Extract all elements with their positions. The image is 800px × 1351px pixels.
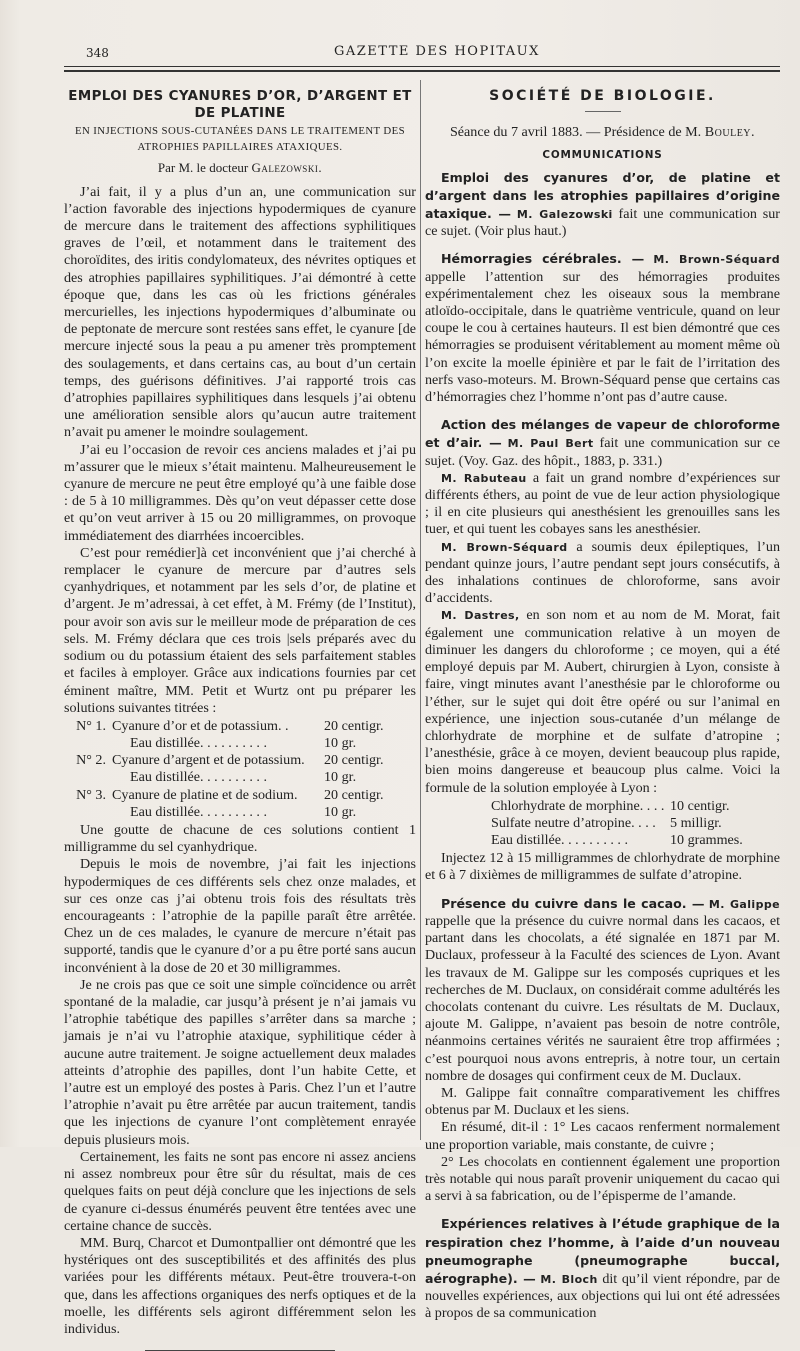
report-text: a fait un grand nombre d’expériences sur différents éthers, au point de vue de leur action physiologique ; il en cite plusieurs qui anesthésient les grenouilles sans les tuer, et qui tuent les cobayes sans les anesthésier. [425,469,780,538]
solution-number: N° 2. [76,752,106,769]
report-heading: Emploi des cyanures d’or, de platine et d’argent dans les atrophies papillaires d’origine ataxique. — [425,169,780,222]
report-paragraph [425,416,780,470]
report-heading: Action des mélanges de vapeur de chloroforme et d’air. — [425,417,780,451]
report-heading: Hémorragies cérébrales. — [441,251,645,267]
formula-row [425,832,780,849]
formula-table [425,798,780,850]
session-text: Séance du 7 avril 1883. — Présidence de M. [449,124,702,141]
journal-title: GAZETTE DES HOPITAUX [334,44,540,59]
paragraph: Je ne crois pas que ce soit une simple coïncidence ou arrêt spontané de la maladie, car jusqu’à présent je n’ai jamais vu l’atrophie tabétique des papilles s’arrêter dans sa marche ; jamais je n’ai vu l’atrophie ataxique, syphilitique céder à aucune autre traitement. Je soigne actuellement deux malades atteints d’atrophie des papilles, dont l’un habite Cette, et l’autre est un employé des postes à Paris. Chez l’un et l’autre l’atrophie n’avait pu être arrêtée par aucun traitement, tandis que les injections de cyanure l’ont complètement enrayée depuis plusieurs mois. [64,976,416,1148]
title-rule [585,111,621,112]
article-subtitle: EN INJECTIONS SOUS-CUTANÉES DANS LE TRAITEMENT DES ATROPHIES PAPILLAIRES ATAXIQUES. [74,125,406,154]
solution-dose: 10 gr. [324,769,357,786]
article-author [64,159,416,176]
speaker-name: M. Galippe [708,897,781,911]
report-text: a soumis deux épileptiques, l’un pendant quinze jours, l’autre pendant sept jours consécutifs, à des inhalations continues de chloroforme, sans avoir d’accidents. [425,538,780,607]
session-line [425,124,780,141]
solution-substance: Cyanure d’or et de potassium. . [112,717,289,734]
report-paragraph [425,539,780,608]
report-paragraph: 2° Les chocolats en contiennent également une proportion très notable qui nous paraît provenir uniquement du cacao qui a servi à sa fabrication, ou de l’épisperme de l’amande. [425,1153,780,1205]
formula-dose: 10 centigr. [670,797,730,814]
left-column [64,84,416,1337]
right-column [425,84,781,1322]
solution-dose: 10 gr. [324,735,357,752]
section-title: SOCIÉTÉ DE BIOLOGIE. [489,88,716,104]
report-text: fait une communication sur ce sujet. (Voir plus haut.) [425,206,780,240]
solution-row [64,804,416,821]
report-paragraph [425,1215,780,1322]
solution-number: N° 3. [76,786,106,803]
paragraph: C’est pour remédier]à cet inconvénient que j’ai cherché à remplacer le cyanure de mercure par d’autres sels cyanhydriques, et notamment par les sels d’or, de platine et d’argent. Je m’adressai, à cet effet, à M. Frémy (de l’Institut), pour avoir son avis sur le meilleur mode de préparation de ces sels. M. Frémy déclara que ces trois |sels préparés avec du sodium ou du potassium étaient des sels parfaitement stables et faciles à employer. Grâce aux indications fournies par cet éminent maître, MM. Petit et Wurtz ont pu préparer les solutions suivantes titrées : [64,544,416,716]
solution-substance: Eau distillée. . . . . . . . . . [130,735,268,752]
report-paragraph: M. Galippe fait connaître comparativement les chiffres obtenus par M. Duclaux et les siens. [425,1084,780,1119]
solution-number: N° 1. [76,717,106,734]
article-title: EMPLOI DES CYANURES D’OR, D’ARGENT ET DE PLATINE [68,89,412,122]
solution-row [64,769,416,786]
report-text: rappelle que la présence du cuivre normal dans les cacaos, et partant dans les chocolats, a été signalée en 1871 par M. Duclaux, professeur à la Faculté des sciences de Lyon. Avant les travaux de M. Galippe sur les composés cupriques et les recherches de M. Duclaux, on considérait comme adultérés les chocolats contenant du cuivre. Les résultats de M. Duclaux, ajoute M. Galippe, n’avaient pas besoin de notre contrôle, néanmoins certaines vérités ne sauraient être trop affirmées ; c’est pourquoi nous avons entrepris, à notre tour, un certain nombre de dosages qui confirment ceux de M. Duclaux. [425,912,780,1084]
speaker-name: M. Rabuteau [441,471,527,485]
paragraph: J’ai fait, il y a plus d’un an, une communication sur l’action favorable des injections hypodermiques de cyanure de mercure dans le traitement des affections syphilitiques graves de l’œil, et notamment dans le traitement des choroïdites, des iritis condylomateux, des névrites optiques et des atrophies papillaires syphilitiques. J’ai démontré à cette époque que, dans les cas où les frictions générales mercurielles, les injections hypodermiques d’albuminate ou de peptonate de mercure sont restées sans effet, le cyanure [de mercure injecté sous la peau a pu amener très promptement des soulagements, et dans certains cas, au bout d’un certain temps, des guérisons définitives. J’ai rapporté trois cas d’atrophies papillaires syphilitiques dans lesquels j’ai obtenu une amélioration sensible alors qu’aucun autre traitement n’avait pu amener le moindre soulagement. [64,183,416,441]
column-divider [420,80,421,1140]
page-number: 348 [86,46,109,60]
report-text: en son nom et au nom de M. Morat, fait également une communication relative à un moyen de diminuer les dangers du chloroforme ; ce moyen, qui a été employé depuis par M. Aubert, chirurgien à Lyon, consiste à faire, vingt minutes avant l’anesthésie par le chloroforme ou l’éther, sur le sujet qui doit être opéré ou sur l’animal en expérience, une injection sous-cutanée d’un mélange de chlorhydrate de morphine et de sulfate d’atropine ; l’anesthésie, grâce à ce moyen, devient beaucoup plus rapide, bien moins dangereuse et beaucoup plus calme. Voici la formule de la solution employée à Lyon : [425,607,780,796]
report-text: appelle l’attention sur des hémorragies produites expérimentalement chez les oiseaux sous la membrane atloïdo-occipitale, dans le quatrième ventricule, quand on leur coupe le cou à certaines hauteurs. Il est bien démontré que ces hémorragies se produisent véritablement au moment même où l’on excite la moelle épinière et par le fait de l’irritation des nerfs vaso-moteurs. M. Brown-Séquard pense que certains cas d’hémorragies chez l’homme n’ont pas d’autre cause. [425,268,780,406]
formula-dose: 10 grammes. [670,832,743,849]
report-paragraph: En résumé, dit-il : 1° Les cacaos renferment normalement une proportion variable, mais constante, de cuivre ; [425,1119,780,1153]
report-paragraph [425,895,780,1085]
speaker-name: M. Paul Bert [507,437,594,451]
solution-row [64,752,416,769]
formula-substance: Chlorhydrate de morphine. . . . [491,797,665,814]
speaker-name: M. Brown-Séquard [653,253,780,267]
solution-substance: Cyanure de platine et de sodium. [112,786,298,803]
formula-substance: Eau distillée. . . . . . . . . . [491,832,629,849]
solution-number [64,804,112,821]
formula-dose: 5 milligr. [670,814,722,831]
author-name: Galezowski. [251,160,323,176]
report-paragraph [425,607,780,796]
solution-row [64,718,416,735]
solution-substance: Eau distillée. . . . . . . . . . [130,803,268,820]
formula-row [425,815,780,832]
communications-heading: COMMUNICATIONS [542,149,663,162]
solution-substance: Eau distillée. . . . . . . . . . [130,769,268,786]
paragraph: J’ai eu l’occasion de revoir ces anciens malades et j’ai pu m’assurer que le mieux s’était maintenu. Malheureusement le cyanure de mercure ne peut être employé qu’à une faible dose : de 5 à 10 milligrammes. Dès qu’on veut dépasser cette dose et qu’on veut arriver à 15 ou 20 milligrammes, on provoque immédiatement des diarrhées incoercibles. [64,441,416,544]
formula-substance: Sulfate neutre d’atropine. . . . [491,814,656,831]
speaker-name: M. Dastres, [441,609,520,623]
paragraph: MM. Burq, Charcot et Dumontpallier ont démontré que les hystériques ont des susceptibilités et des affinités des plus variées pour les différents métaux. Peut-être trouvera-t-on que, dans les affections organiques des nerfs optiques et de la moelle, les différents sels agiront différemment selon les individus. [64,1234,416,1337]
author-prefix: Par M. le docteur [157,160,249,176]
solution-substance: Cyanure d’argent et de potassium. [112,752,305,769]
speaker-name: M. Brown-Séquard [441,540,568,554]
paragraph: Certainement, les faits ne sont pas encore ni assez anciens ni assez nombreux pour être sûr du résultat, mais de ces quelques faits on peut déjà conclure que les injections de sels de cyanure ci-dessus énumérés peuvent être tentées avec une certaine chance de succès. [64,1148,416,1234]
solution-number [64,769,112,786]
report-text: fait une communication sur ce sujet. (Voy. Gaz. des hôpit., 1883, p. 331.) [425,435,781,469]
report-heading: Expériences relatives à l’étude graphique de la respiration chez l’homme, à l’aide d’un nouveau pneumographe (pneumographe buccal, aérographe). — [425,1216,780,1286]
solution-number [64,735,112,752]
paragraph: Depuis le mois de novembre, j’ai fait les injections hypodermiques de ces différents sels chez onze malades, et sur ces onze cas j’ai obtenu trois fois des résultats très encourageants : l’atrophie de la papille paraît être arrêtée. Chez un de ces malades, le cyanure de mercure n’était pas supporté, tandis que le cyanure d’or a pu être porté sans aucun inconvénient à la dose de 20 et 30 milligrammes. [64,856,416,976]
spacer [425,240,780,250]
report-paragraph [425,250,780,406]
spacer [425,1205,780,1215]
header-rule [64,66,780,67]
paragraph: Une goutte de chacune de ces solutions contient 1 milligramme du sel cyanhydrique. [64,822,416,856]
spacer [425,885,780,895]
solution-dose: 20 centigr. [324,717,384,734]
solution-row [64,735,416,752]
solution-dose: 10 gr. [324,803,357,820]
running-header [0,44,800,64]
solutions-table [64,718,416,821]
spacer [425,406,780,416]
solution-dose: 20 centigr. [324,752,384,769]
header-rule-thick [64,70,780,72]
session-president: Bouley. [704,124,756,141]
solution-dose: 20 centigr. [324,786,384,803]
report-paragraph [425,470,780,539]
speaker-name: M. Galezowski [516,208,613,222]
solution-row [64,787,416,804]
speaker-name: M. Bloch [540,1272,598,1286]
report-text: dit qu’il vient répondre, par de nouvelles expériences, aux objections qui lui ont été adressées à propos de sa communication [425,1270,780,1322]
formula-row [425,798,780,815]
report-paragraph: Injectez 12 à 15 milligrammes de chlorhydrate de morphine et 6 à 7 dixièmes de milligrammes de sulfate d’atropine. [425,850,780,884]
report-heading: Présence du cuivre dans le cacao. — [441,895,705,911]
report-paragraph [425,169,780,241]
